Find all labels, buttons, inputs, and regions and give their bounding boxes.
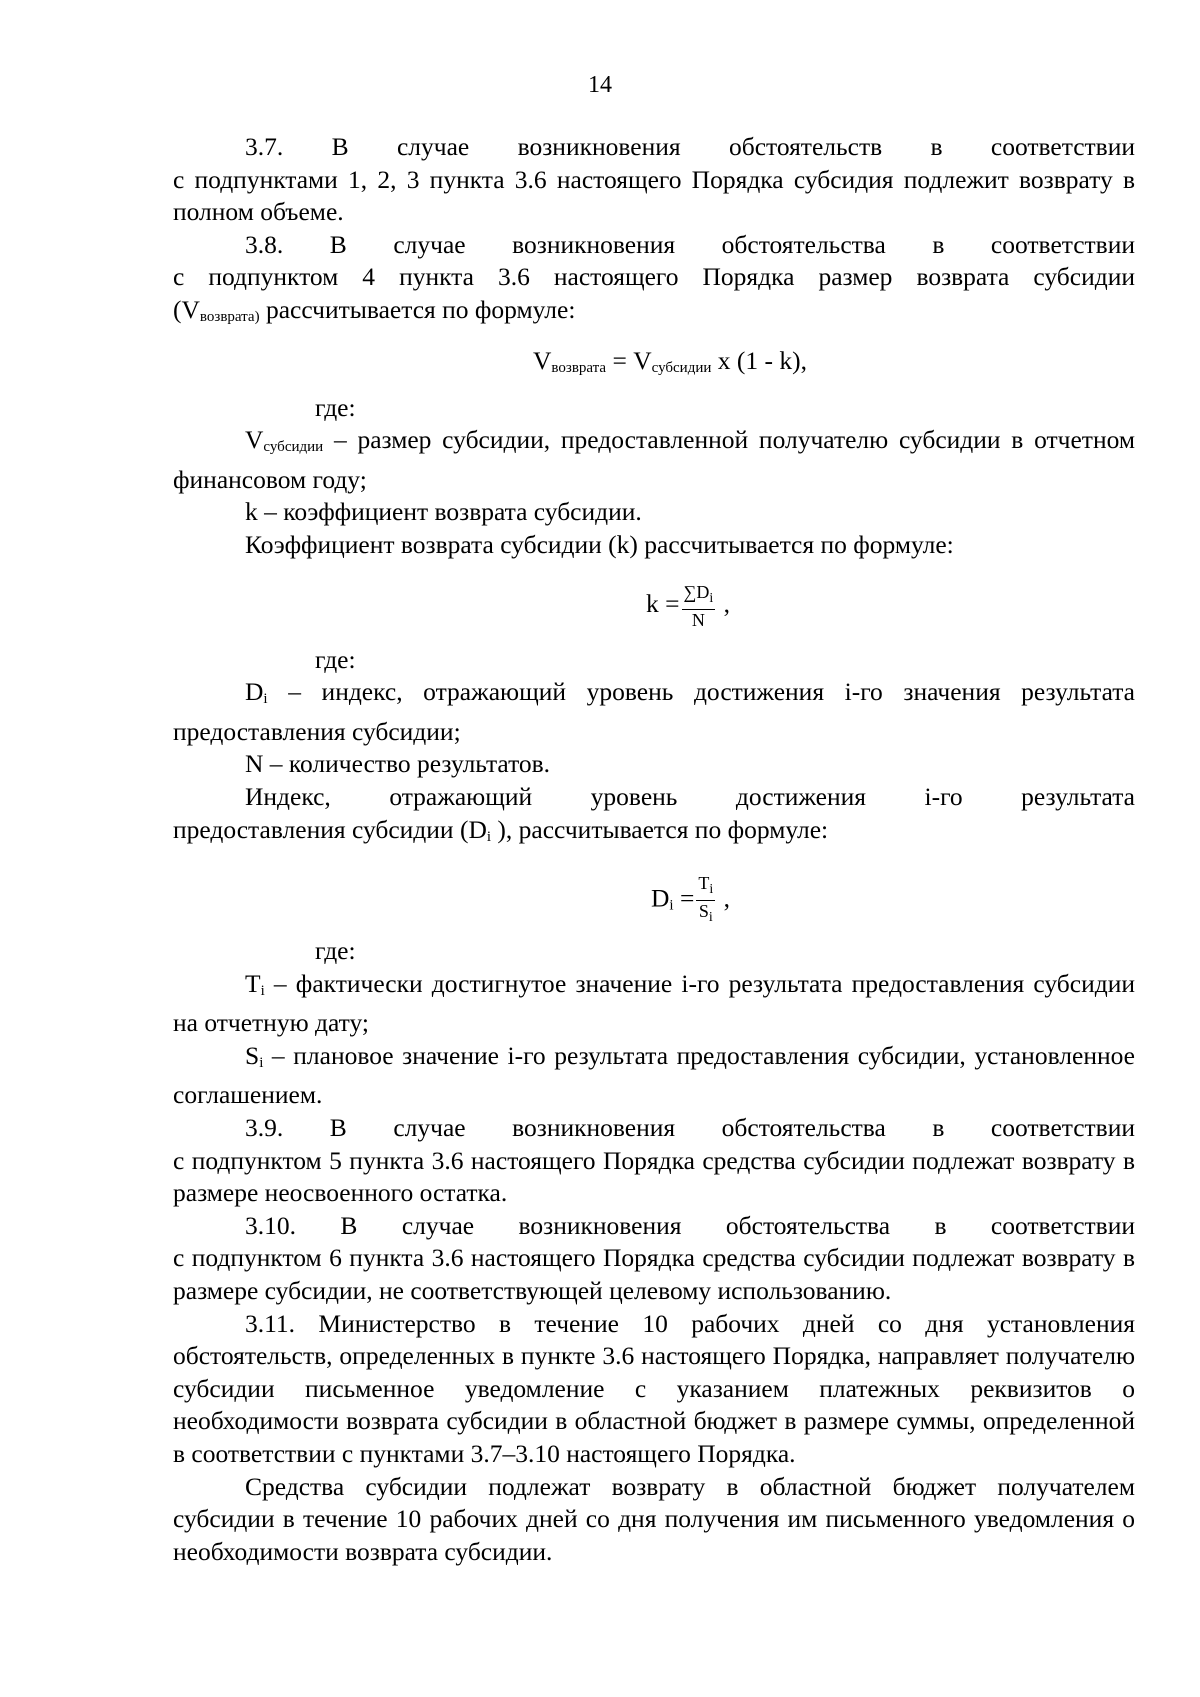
paragraph-final: Средства субсидии подлежат возврату в областной бюджет получателем субсидии в течение 10 рабочих дней со дня получения им письменного уведомления о необходимости возврата субсидии. — [173, 1471, 1135, 1566]
paragraph-3-8-first-line: 3.8. В случае возникновения обстоятельства в соответствии — [245, 229, 1136, 259]
paragraph-3-8 — [173, 229, 1135, 334]
paragraph-3-11: 3.11. Министерство в течение 10 рабочих дней со дня установления обстоятельств, определенных в пункте 3.6 настоящего Порядка, направляет получателю субсидии письменное уведомление с указанием платежных реквизитов о необходимости возврата субсидии в областной бюджет в размере суммы, определенной в соответствии с пунктами 3.7–3.10 настоящего Порядка. — [173, 1308, 1135, 1468]
fraction: $\frac{T_i}{S_i}$ — [698, 873, 714, 926]
paragraph-3-10: 3.10. В случае возникновения обстоятельства в соответствии с подпунктом 6 пункта 3.6 настоящего Порядка средства субсидии подлежат возврату в размере субсидии, не соответствующей целевому использованию. — [173, 1210, 1136, 1306]
paragraph-3-7 — [173, 131, 1135, 229]
definition-n: N – количество результатов. — [245, 749, 551, 779]
fraction: $\frac{\sum D_i}{N}$ — [683, 581, 714, 630]
formula-v-return: $V_{возврата} = V_{субсидии}$ х (1 - k), — [533, 345, 807, 376]
paragraph-3-9: 3.9. В случае возникновения обстоятельства в соответствии с подпунктом 5 пункта 3.6 настоящего Порядка средства субсидии подлежат возврату в размере неосвоенного остатка. — [173, 1113, 1136, 1208]
paragraph-3-7-body: с подпунктами 1, 2, 3 пункта 3.6 настоящего Порядка субсидия подлежит возврату в полном объеме. — [173, 164, 1135, 227]
paragraph-3-8-second-line: с подпунктом 4 пункта 3.6 настоящего Порядка размер возврата субсидии — [173, 262, 1135, 292]
page-content — [173, 131, 1135, 1568]
definition-di: $D_i$ – индекс, отражающий уровень достижения i-го значения результата предоставления субсидии; — [173, 677, 1135, 746]
k-formula-intro: Коэффициент возврата субсидии (k) рассчитывается по формуле: — [245, 529, 954, 559]
definition-v-subsidy: $V_{субсидии}$ – размер субсидии, предоставленной получателю субсидии в отчетном финансовом году; — [173, 425, 1135, 494]
paragraph-3-7-first-line: 3.7. В случае возникновения обстоятельств в соответствии — [245, 132, 1135, 161]
where-label: где: — [315, 644, 356, 674]
where-label: где: — [315, 392, 356, 422]
formula-k: k = $\frac{\sum D_i}{N}$ , — [646, 581, 730, 630]
definition-k: k – коэффициент возврата субсидии. — [245, 497, 642, 527]
page-number: 14 — [588, 72, 612, 98]
paragraph-3-8-third-line: ($V_{возврата)}$ рассчитывается по формуле: — [173, 294, 576, 325]
definition-ti: $T_i$ – фактически достигнутое значение i-го результата предоставления субсидии на отчетную дату; — [173, 968, 1135, 1038]
di-formula-intro: Индекс, отражающий уровень достижения i-го результата предоставления субсидии ($D_i$ ), рассчитывается по формуле: — [173, 781, 1135, 845]
formula-di: $D_i$ = $\frac{T_i}{S_i}$ , — [173, 853, 1135, 935]
definition-si: $S_i$ – плановое значение i-го результата предоставления субсидии, установленное соглашением. — [173, 1040, 1135, 1110]
where-label: где: — [315, 936, 356, 966]
